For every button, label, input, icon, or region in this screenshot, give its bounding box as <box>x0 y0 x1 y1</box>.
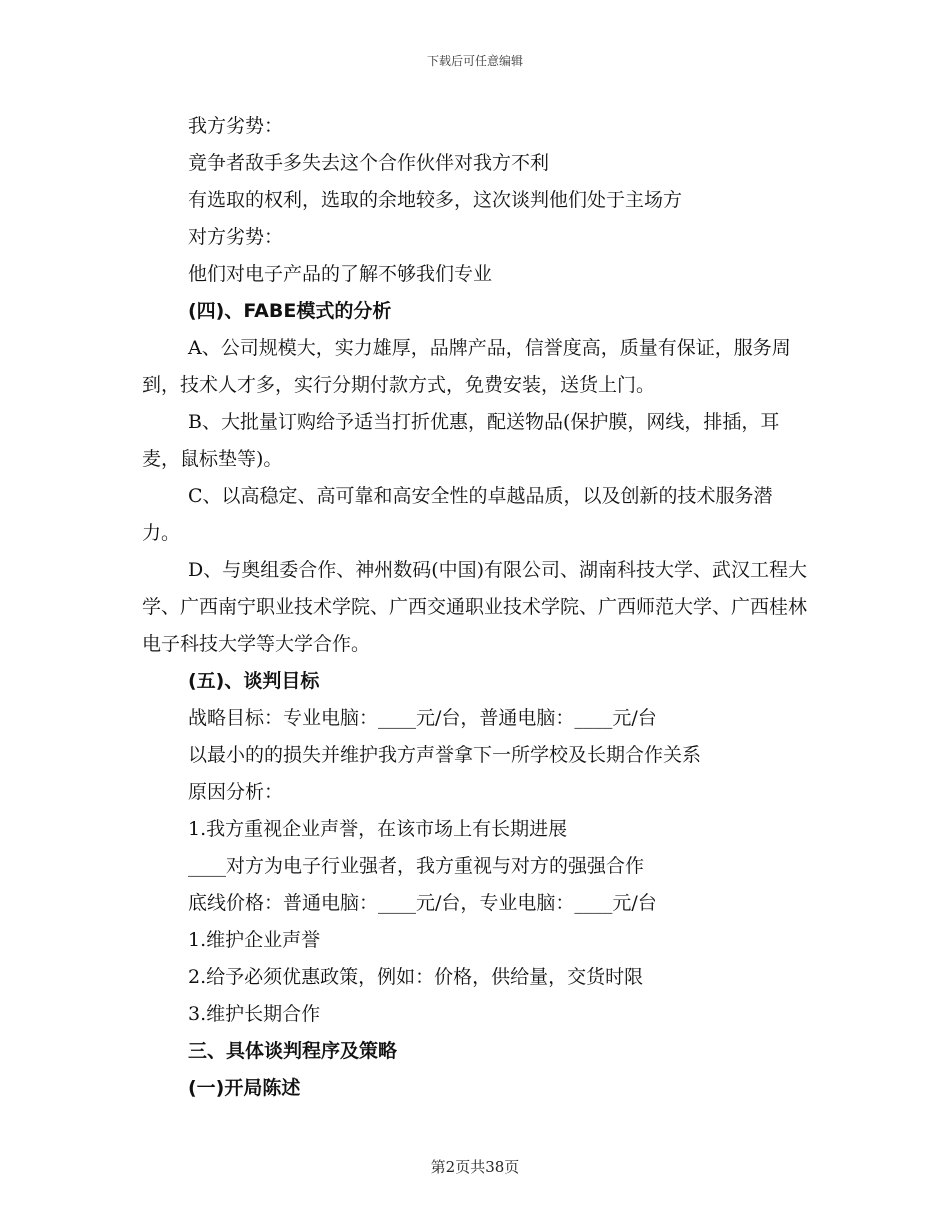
page-header: 下载后可任意编辑 <box>426 54 523 68</box>
paragraph: 3.维护长期合作 <box>188 1003 321 1025</box>
paragraph: ____对方为电子行业强者，我方重视与对方的强强合作 <box>188 855 645 877</box>
paragraph: 对方劣势： <box>188 226 284 248</box>
paragraph: 战略目标：专业电脑：____元/台，普通电脑：____元/台 <box>188 707 657 729</box>
paragraph: 1.维护企业声誉 <box>188 929 321 951</box>
document-body <box>142 108 808 1107</box>
page-number: 第2页共38页 <box>430 1158 520 1176</box>
paragraph: A、公司规模大，实力雄厚，品牌产品，信誉度高，质量有保证，服务周到，技术人才多，实行分期付款方式，免费安装，送货上门。 <box>142 337 791 396</box>
paragraph: 底线价格：普通电脑：____元/台，专业电脑：____元/台 <box>188 892 657 914</box>
paragraph: 我方劣势： <box>188 115 284 137</box>
paragraph: 1.我方重视企业声誉，在该市场上有长期进展 <box>188 818 568 840</box>
section-heading: (一)开局陈述 <box>188 1077 301 1099</box>
paragraph: 有选取的权利，选取的余地较多，这次谈判他们处于主场方 <box>188 189 683 211</box>
section-heading: (五)、谈判目标 <box>188 670 320 692</box>
paragraph: 竟争者敌手多失去这个合作伙伴对我方不利 <box>188 152 550 174</box>
section-heading: (四)、FABE模式的分析 <box>188 300 392 322</box>
paragraph: 他们对电子产品的了解不够我们专业 <box>188 263 493 285</box>
paragraph: 2.给予必须优惠政策，例如：价格，供给量，交货时限 <box>188 966 644 988</box>
paragraph: D、与奥组委合作、神州数码(中国)有限公司、湖南科技大学、武汉工程大学、广西南宁职业技术学院、广西交通职业技术学院、广西师范大学、广西桂林电子科技大学等大学合作。 <box>142 559 808 655</box>
paragraph: 原因分析： <box>188 781 284 803</box>
paragraph: 以最小的的损失并维护我方声誉拿下一所学校及长期合作关系 <box>188 744 702 766</box>
paragraph: C、以高稳定、高可靠和高安全性的卓越品质，以及创新的技术服务潜力。 <box>142 485 773 544</box>
chapter-heading: 三、具体谈判程序及策略 <box>188 1040 398 1062</box>
paragraph: B、大批量订购给予适当打折优惠，配送物品(保护膜，网线，排插，耳麦，鼠标垫等)。 <box>142 411 780 470</box>
